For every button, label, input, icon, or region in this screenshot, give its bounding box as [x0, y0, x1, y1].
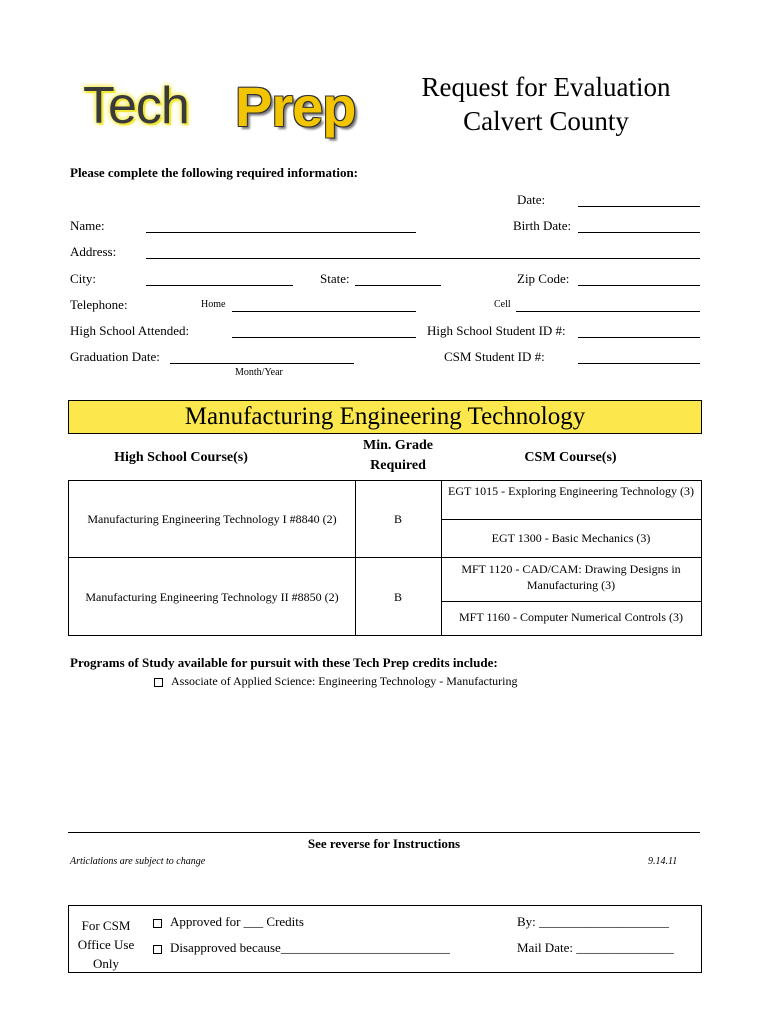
table-cell-hs-course: Manufacturing Engineering Technology II #8850 (2) — [85, 590, 339, 604]
address-field[interactable] — [146, 258, 700, 259]
disapproved-label: Disapproved because__________________________ — [170, 940, 450, 955]
cell-phone-label: Cell — [494, 299, 511, 310]
csm-student-id-label: CSM Student ID #: — [444, 349, 545, 364]
program-item[interactable] — [154, 674, 518, 689]
table-divider — [441, 601, 701, 602]
form-title: Request for Evaluation — [421, 72, 671, 102]
table-cell-csm-course: EGT 1300 - Basic Mechanics (3) — [491, 531, 651, 545]
table-divider — [441, 481, 442, 635]
approved-option[interactable] — [153, 914, 304, 930]
disapproved-option[interactable] — [153, 940, 450, 956]
programs-heading: Programs of Study available for pursuit with these Tech Prep credits include: — [70, 655, 498, 670]
col-header-csm: CSM Course(s) — [524, 450, 617, 465]
telephone-label: Telephone: — [70, 297, 128, 312]
version-date: 9.14.11 — [648, 856, 678, 867]
birth-date-field[interactable] — [578, 232, 700, 233]
logo-prep-text: Prep — [235, 75, 356, 138]
mail-date-field[interactable]: Mail Date: _______________ — [517, 940, 674, 955]
state-label: State: — [320, 271, 350, 286]
name-label: Name: — [70, 218, 105, 233]
office-use-label-line: For CSM — [81, 918, 131, 933]
col-header-grade-1: Min. Grade — [363, 438, 433, 453]
state-field[interactable] — [355, 285, 441, 286]
name-field[interactable] — [146, 232, 416, 233]
program-item-label: Associate of Applied Science: Engineering Technology - Manufacturing — [171, 674, 518, 688]
checkbox-icon[interactable] — [154, 678, 163, 687]
table-divider — [355, 481, 356, 635]
checkbox-icon[interactable] — [153, 919, 162, 928]
city-field[interactable] — [146, 285, 293, 286]
table-cell-csm-course: EGT 1015 - Exploring Engineering Technology (3) — [448, 484, 694, 498]
by-field[interactable]: By: ____________________ — [517, 914, 670, 929]
instructions-heading: Please complete the following required information: — [70, 165, 359, 180]
office-use-label — [69, 916, 143, 973]
table-cell-grade: B — [393, 512, 402, 526]
course-table — [68, 480, 702, 636]
checkbox-icon[interactable] — [153, 945, 162, 954]
date-label: Date: — [517, 192, 546, 207]
graduation-date-field[interactable] — [170, 363, 354, 364]
csm-student-id-field[interactable] — [578, 363, 700, 364]
table-cell-grade: B — [393, 590, 402, 604]
cell-phone-field[interactable] — [516, 311, 700, 312]
logo-tech-text: Tech — [83, 77, 189, 135]
table-cell-csm-course: MFT 1160 - Computer Numerical Controls (3) — [459, 610, 683, 624]
table-divider — [69, 557, 701, 558]
articulations-note: Articlations are subject to change — [70, 856, 206, 867]
date-field[interactable] — [578, 206, 700, 207]
zip-field[interactable] — [578, 285, 700, 286]
col-header-grade-2: Required — [370, 458, 426, 473]
graduation-date-label: Graduation Date: — [70, 349, 160, 364]
city-label: City: — [70, 271, 97, 286]
hs-student-id-label: High School Student ID #: — [427, 323, 566, 338]
table-cell-hs-course: Manufacturing Engineering Technology I #8840 (2) — [87, 512, 337, 526]
separator-line — [68, 832, 700, 833]
table-cell-csm-course: MFT 1120 - CAD/CAM: Drawing Designs in Manufacturing (3) — [461, 562, 681, 592]
high-school-label: High School Attended: — [70, 323, 190, 338]
office-use-label-line: Office Use — [77, 937, 135, 952]
program-banner: Manufacturing Engineering Technology — [68, 400, 702, 434]
office-use-label-line: Only — [93, 956, 119, 971]
birth-date-label: Birth Date: — [513, 218, 572, 233]
month-year-hint: Month/Year — [235, 367, 283, 378]
home-phone-label: Home — [201, 299, 226, 310]
table-divider — [441, 519, 701, 520]
office-use-box — [68, 905, 702, 973]
form-subtitle: Calvert County — [463, 106, 629, 136]
high-school-field[interactable] — [232, 337, 416, 338]
home-phone-field[interactable] — [232, 311, 416, 312]
zip-label: Zip Code: — [517, 271, 570, 286]
approved-label: Approved for ___ Credits — [170, 914, 304, 929]
hs-student-id-field[interactable] — [578, 337, 700, 338]
see-reverse-note: See reverse for Instructions — [307, 836, 461, 851]
col-header-hs: High School Course(s) — [114, 450, 248, 465]
address-label: Address: — [70, 244, 117, 259]
